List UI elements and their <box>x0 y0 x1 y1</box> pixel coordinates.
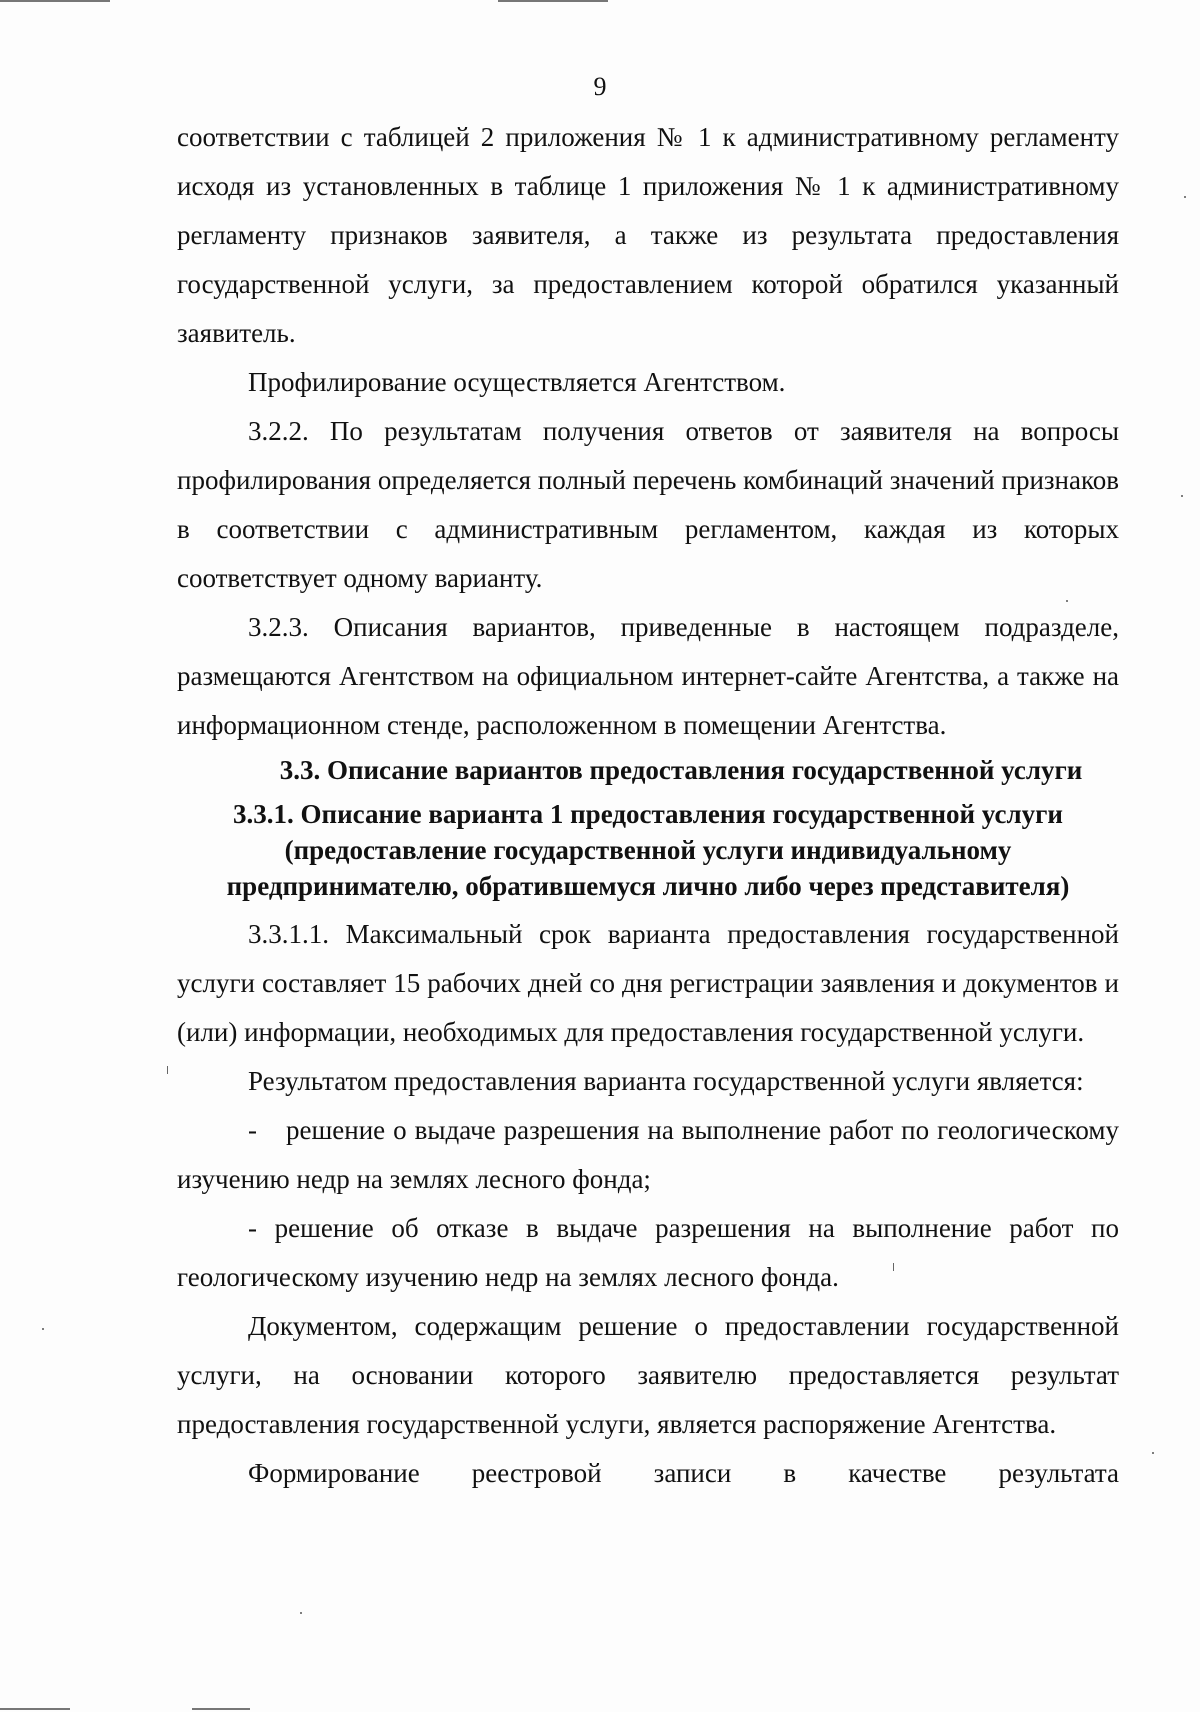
scan-edge-line-top <box>498 0 608 2</box>
list-item-text: решение об отказе в выдаче разрешения на выполнение работ по геологическому изучению недр на землях лесного фонда. <box>177 1213 1119 1292</box>
paragraph-3-3-1-1: 3.3.1.1. Максимальный срок варианта предоставления государственной услуги составляет 15 рабочих дней со дня регистрации заявления и документов и (или) информации, необходимых для предоставления государственной услуги. <box>177 919 1119 1047</box>
heading-line: 3.3.1. Описание варианта 1 предоставления государственной услуги <box>233 799 1063 829</box>
paragraph-result-intro: Результатом предоставления варианта государственной услуги является: <box>248 1066 1084 1096</box>
result-list-item <box>177 1106 1119 1204</box>
scan-edge-line-top <box>0 0 110 2</box>
section-heading-3-3-1 <box>177 796 1119 904</box>
paragraph-profiling: Профилирование осуществляется Агентством. <box>248 367 786 397</box>
scan-speck <box>1184 196 1186 198</box>
paragraph-3-2-2: 3.2.2. По результатам получения ответов от заявителя на вопросы профилирования определяется полный перечень комбинаций значений признаков в соответствии с административным регламентом, каждая из которых соответствует одному варианту. <box>177 416 1119 593</box>
scan-mark <box>167 1066 168 1074</box>
paragraph-registry-record: Формирование реестровой записи в качестве результата <box>248 1458 1119 1488</box>
section-heading-3-3: 3.3. Описание вариантов предоставления государственной услуги <box>279 755 1083 785</box>
paragraph-result-document: Документом, содержащим решение о предоставлении государственной услуги, на основании которого заявителю предоставляется результат предоставления государственной услуги, является распоряжение Агентства. <box>177 1311 1119 1439</box>
heading-line: (предоставление государственной услуги индивидуальному <box>284 835 1012 865</box>
scan-speck <box>42 1328 44 1330</box>
heading-line: предпринимателю, обратившемуся лично либо через представителя) <box>226 871 1070 901</box>
document-body <box>177 113 1119 1498</box>
page-number: 9 <box>593 72 607 101</box>
list-dash: - <box>248 1213 257 1243</box>
result-list-item <box>177 1204 1119 1302</box>
scan-speck <box>300 1612 302 1614</box>
list-item-text: решение о выдаче разрешения на выполнение работ по геологическому изучению недр на землях лесного фонда; <box>177 1115 1119 1194</box>
paragraph-continuation: соответствии с таблицей 2 приложения № 1 к административному регламенту исходя из установленных в таблице 1 приложения № 1 к административному регламенту признаков заявителя, а также из результата предоставления государственной услуги, за предоставлением которой обратился указанный заявитель. <box>177 122 1119 348</box>
scan-edge-line-bottom <box>192 1708 250 1710</box>
paragraph-3-2-3: 3.2.3. Описания вариантов, приведенные в настоящем подразделе, размещаются Агентством на официальном интернет-сайте Агентства, а также на информационном стенде, расположенном в помещении Агентства. <box>177 612 1119 740</box>
scan-edge-line-bottom <box>0 1708 70 1710</box>
list-dash: - <box>248 1115 257 1145</box>
scan-speck <box>1181 495 1183 497</box>
scan-speck <box>1152 1452 1154 1454</box>
